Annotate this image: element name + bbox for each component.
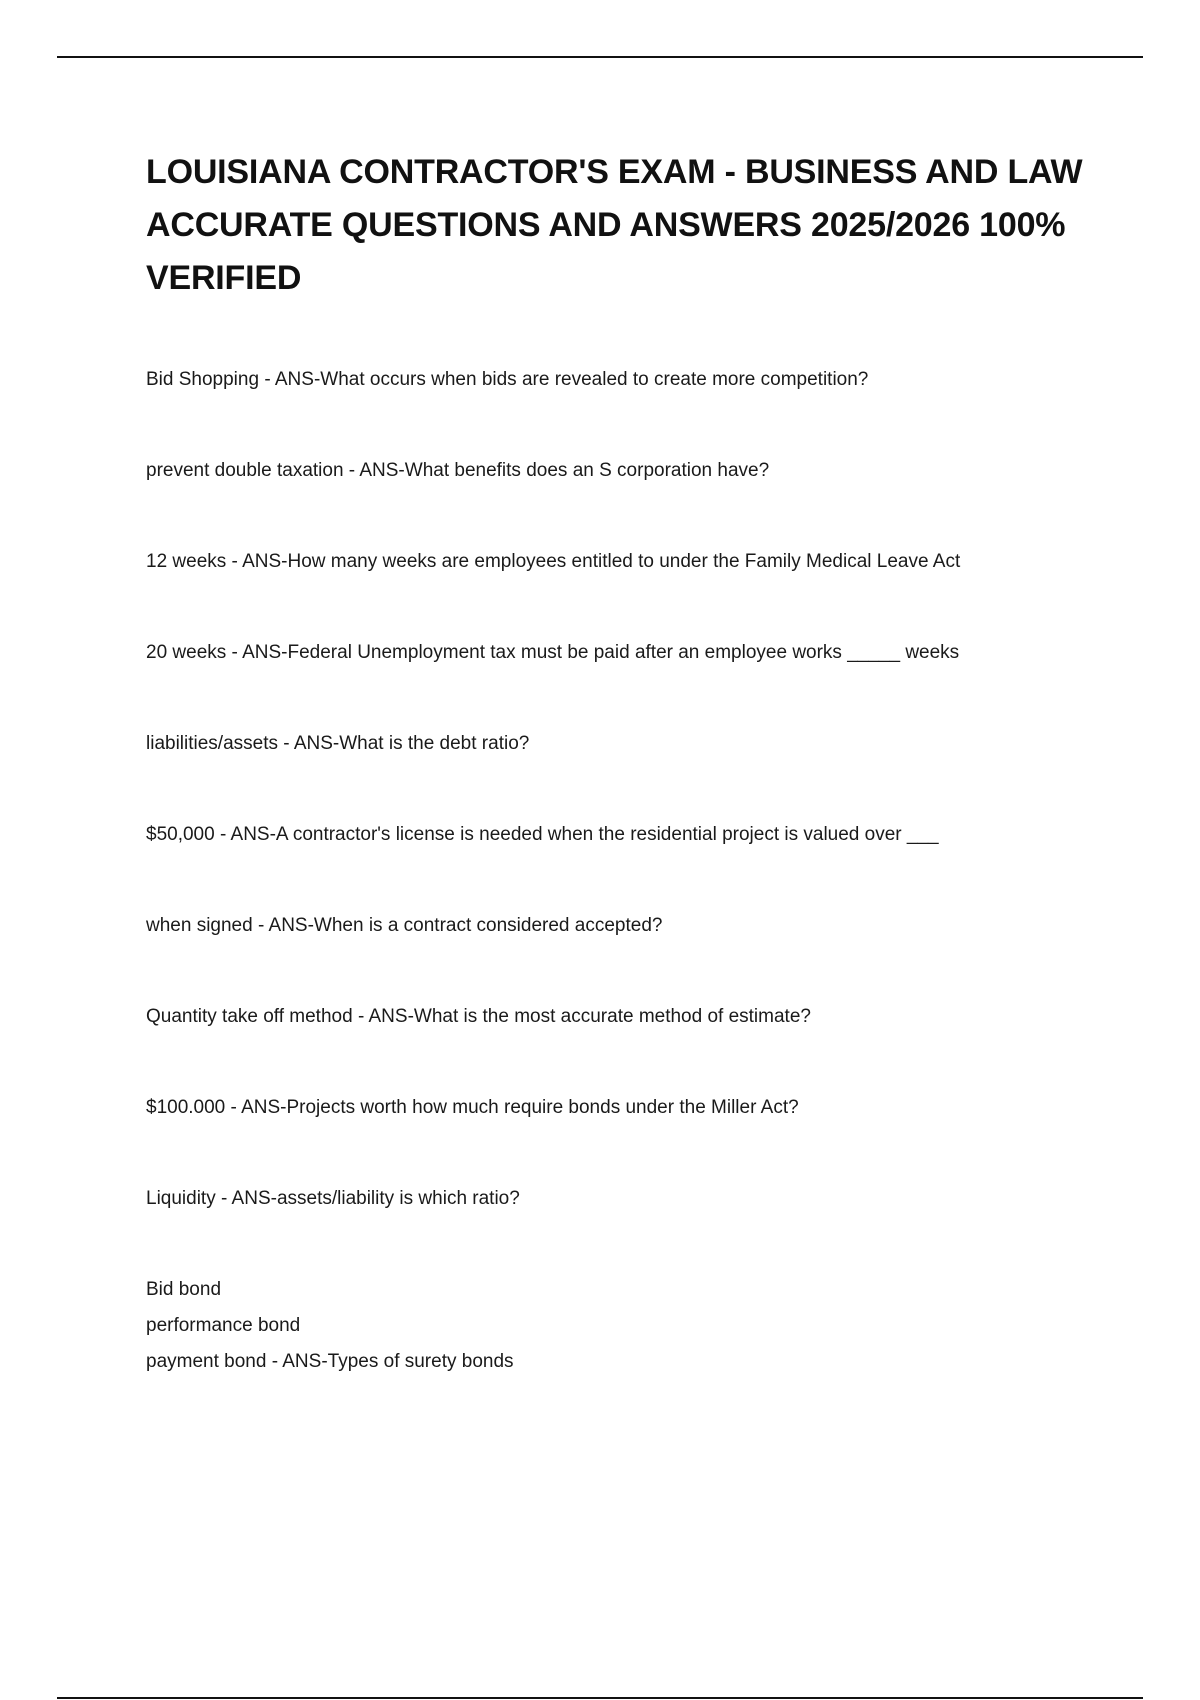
document-title: LOUISIANA CONTRACTOR'S EXAM - BUSINESS AND LAW ACCURATE QUESTIONS AND ANSWERS 2025/2026 100% VERIFIED: [146, 153, 1083, 297]
qa-item: 20 weeks - ANS-Federal Unemployment tax must be paid after an employee works _____ weeks: [146, 642, 960, 663]
qa-line: Bid bond: [146, 1279, 222, 1300]
bottom-rule: [57, 1697, 1143, 1699]
top-rule: [57, 56, 1143, 58]
qa-item-surety-bonds: [146, 1267, 1106, 1384]
qa-item: Quantity take off method - ANS-What is the most accurate method of estimate?: [146, 1006, 811, 1027]
qa-line: payment bond - ANS-Types of surety bonds: [146, 1351, 514, 1372]
qa-line: performance bond: [146, 1315, 301, 1336]
qa-item: 12 weeks - ANS-How many weeks are employees entitled to under the Family Medical Leave Act: [146, 551, 961, 572]
qa-item: liabilities/assets - ANS-What is the debt ratio?: [146, 733, 530, 754]
qa-list: [146, 366, 1106, 1384]
qa-item: Liquidity - ANS-assets/liability is which ratio?: [146, 1188, 520, 1209]
qa-item: $50,000 - ANS-A contractor's license is needed when the residential project is valued over ___: [146, 824, 939, 845]
qa-item: prevent double taxation - ANS-What benefits does an S corporation have?: [146, 460, 770, 481]
qa-item: Bid Shopping - ANS-What occurs when bids are revealed to create more competition?: [146, 369, 869, 390]
qa-item: $100.000 - ANS-Projects worth how much require bonds under the Miller Act?: [146, 1097, 799, 1118]
qa-item: when signed - ANS-When is a contract considered accepted?: [146, 915, 663, 936]
